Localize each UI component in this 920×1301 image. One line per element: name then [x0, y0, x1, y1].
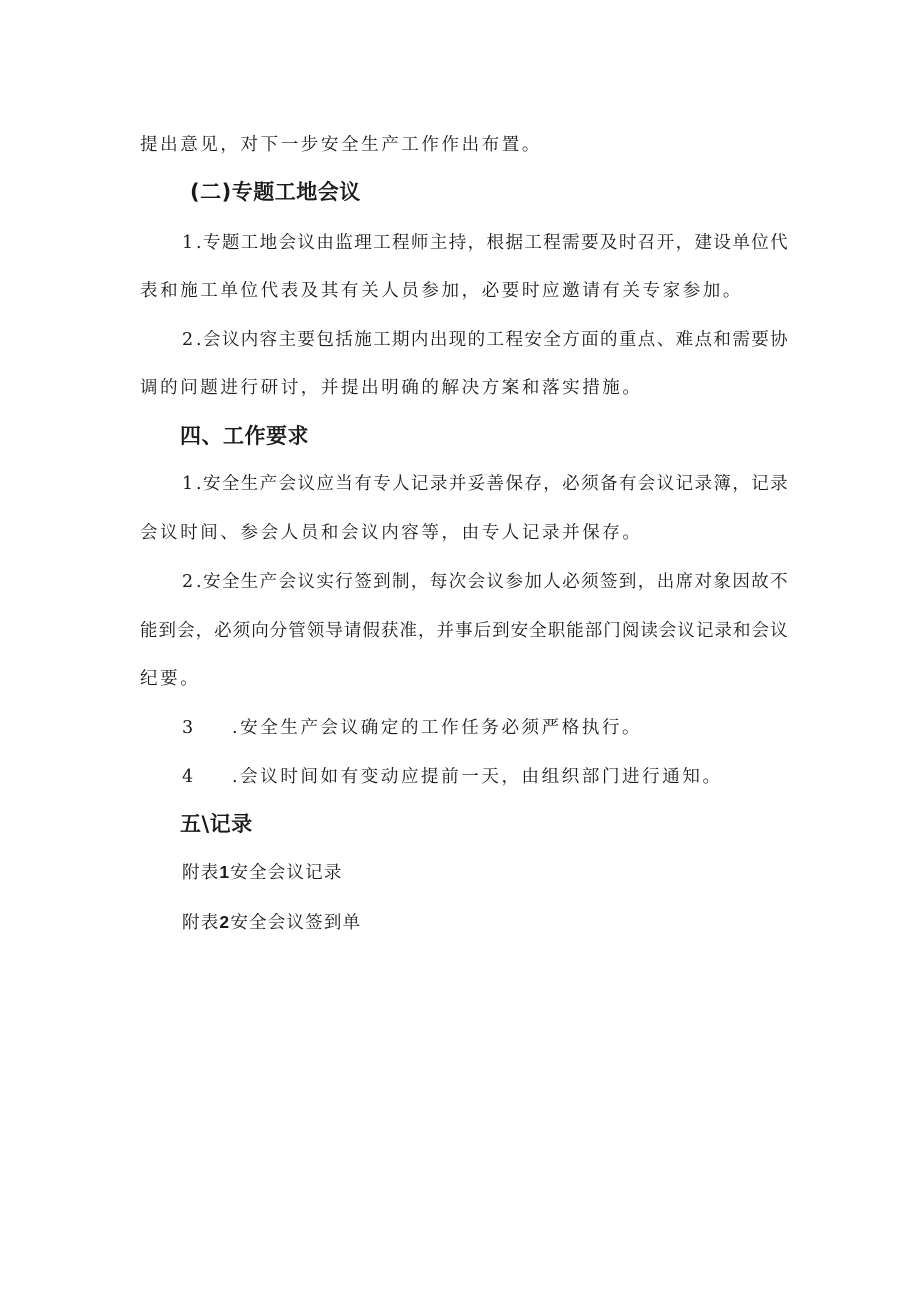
paragraph-line: 2 . 会 议 内 容 主 要 包 括 施 工 期 内 出 现 的 工 程 安 全 方 面 的 重 点 、 难 点 和 需 要 协	[182, 330, 788, 350]
section-heading-records: 五\记录	[180, 812, 253, 836]
paragraph-line: 调的问题进行研讨，并提出明确的解决方案和落实措施。	[140, 378, 643, 398]
list-number: 4	[182, 767, 196, 787]
paragraph-line: .安全生产会议确定的工作任务必须严格执行。	[232, 718, 643, 738]
annex-line-sign-in-sheet	[182, 910, 361, 935]
annex-title: 安全会议记录	[230, 863, 343, 883]
paragraph-line: 1 . 安 全 生 产 会 议 应 当 有 专 人 记 录 并 妥 善 保 存 ， 必 须 备 有 会 议 记 录 簿 ， 记 录	[182, 474, 788, 494]
section-heading-work-requirements: 四、工作要求	[180, 424, 309, 448]
annex-prefix: 附表	[182, 913, 220, 933]
paragraph-line: 会议时间、参会人员和会议内容等，由专人记录并保存。	[140, 523, 643, 543]
list-number: 3	[182, 718, 196, 738]
paragraph-line: .会议时间如有变动应提前一天，由组织部门进行通知。	[232, 767, 723, 787]
paragraph-line: 能 到 会 ， 必 须 向 分 管 领 导 请 假 获 准 ， 并 事 后 到 安 全 职 能 部 门 阅 读 会 议 记 录 和 会 议	[140, 621, 788, 641]
section-heading-special-site-meeting: (二)专题工地会议	[190, 180, 361, 204]
annex-prefix: 附表	[182, 863, 220, 883]
paragraph-line: 表和施工单位代表及其有关人员参加，必要时应邀请有关专家参加。	[140, 281, 743, 301]
annex-number: 1	[219, 862, 231, 882]
annex-number: 2	[219, 912, 231, 932]
paragraph-line: 2 . 安 全 生 产 会 议 实 行 签 到 制 ， 每 次 会 议 参 加 人 必 须 签 到 ， 出 席 对 象 因 故 不	[182, 572, 788, 592]
paragraph-line: 纪要。	[140, 669, 201, 689]
annex-title: 安全会议签到单	[230, 913, 362, 933]
paragraph-line: 1 . 专 题 工 地 会 议 由 监 理 工 程 师 主 持 ， 根 据 工 程 需 要 及 时 召 开 ， 建 设 单 位 代	[182, 233, 788, 253]
annex-line-meeting-record	[182, 860, 343, 885]
paragraph-line: 提出意见，对下一步安全生产工作作出布置。	[140, 135, 542, 155]
